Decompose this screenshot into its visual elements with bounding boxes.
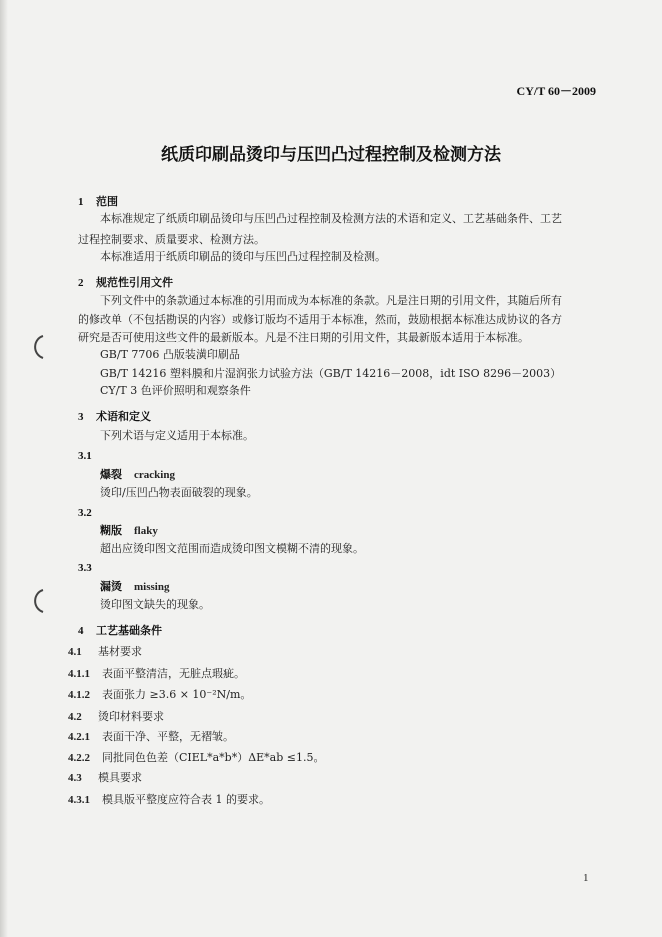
section-4-heading: 4 工艺基础条件: [78, 624, 162, 637]
clause-4-1-2: 4.1.2 表面张力 ≥3.6 × 10⁻²N/m。: [68, 688, 252, 701]
page-title: 纸质印刷品烫印与压凹凸过程控制及检测方法: [161, 145, 501, 165]
clause-4-3: 4.3 模具要求: [68, 771, 142, 784]
term-heading: 漏烫 missing: [100, 580, 170, 593]
clause-4-1: 4.1 基材要求: [68, 645, 142, 658]
section-2-para-line-1: 下列文件中的条款通过本标准的引用而成为本标准的条款。凡是注日期的引用文件，其随后所有: [100, 294, 562, 307]
term-number: 3.3: [78, 562, 92, 574]
section-1-para-line-1: 本标准规定了纸质印刷品烫印与压凹凸过程控制及检测方法的术语和定义、工艺基础条件、工艺: [100, 212, 562, 225]
reference-item: CY/T 3 色评价照明和观察条件: [100, 384, 251, 397]
term-definition: 烫印/压凹凸物表面破裂的现象。: [100, 486, 258, 499]
clause-4-2: 4.2 烫印材料要求: [68, 710, 164, 723]
section-3-heading: 3 术语和定义: [78, 410, 151, 423]
term-number: 3.1: [78, 450, 92, 462]
standard-code: CY/T 60－2009: [516, 84, 596, 98]
binding-hole-mark: [28, 588, 48, 614]
clause-4-2-2: 4.2.2 同批同色色差（CIEL*a*b*）ΔE*ab ≤1.5。: [68, 751, 325, 764]
clause-4-3-1: 4.3.1 模具版平整度应符合表 1 的要求。: [68, 793, 270, 806]
term-definition: 超出应烫印图文范围而造成烫印图文模糊不清的现象。: [100, 542, 364, 555]
section-2-heading: 2 规范性引用文件: [78, 276, 173, 289]
binding-hole-mark: [28, 334, 48, 360]
page-number: 1: [583, 872, 589, 884]
section-2-para-line-3: 研究是否可使用这些文件的最新版本。凡是不注日期的引用文件，其最新版本适用于本标准。: [78, 331, 529, 344]
term-number: 3.2: [78, 507, 92, 519]
section-1-para-2: 本标准适用于纸质印刷品的烫印与压凹凸过程控制及检测。: [100, 250, 386, 263]
clause-4-1-1: 4.1.1 表面平整清洁，无脏点瑕疵。: [68, 667, 245, 680]
section-1-heading: 1 范围: [78, 195, 118, 208]
term-heading: 糊版 flaky: [100, 524, 158, 537]
clause-4-2-1: 4.2.1 表面干净、平整，无褶皱。: [68, 730, 234, 743]
reference-item: GB/T 14216 塑料膜和片湿润张力试验方法（GB/T 14216－2008，idt ISO 8296－2003）: [100, 367, 562, 380]
section-2-para-line-2: 的修改单（不包括勘误的内容）或修订版均不适用于本标准，然而，鼓励根据本标准达成协议的各方: [78, 313, 562, 326]
term-definition: 烫印图文缺失的现象。: [100, 598, 210, 611]
reference-item: GB/T 7706 凸版装潢印刷品: [100, 348, 240, 361]
section-1-para-line-2: 过程控制要求、质量要求、检测方法。: [78, 233, 265, 246]
section-3-intro: 下列术语与定义适用于本标准。: [100, 429, 254, 442]
term-heading: 爆裂 cracking: [100, 468, 175, 481]
